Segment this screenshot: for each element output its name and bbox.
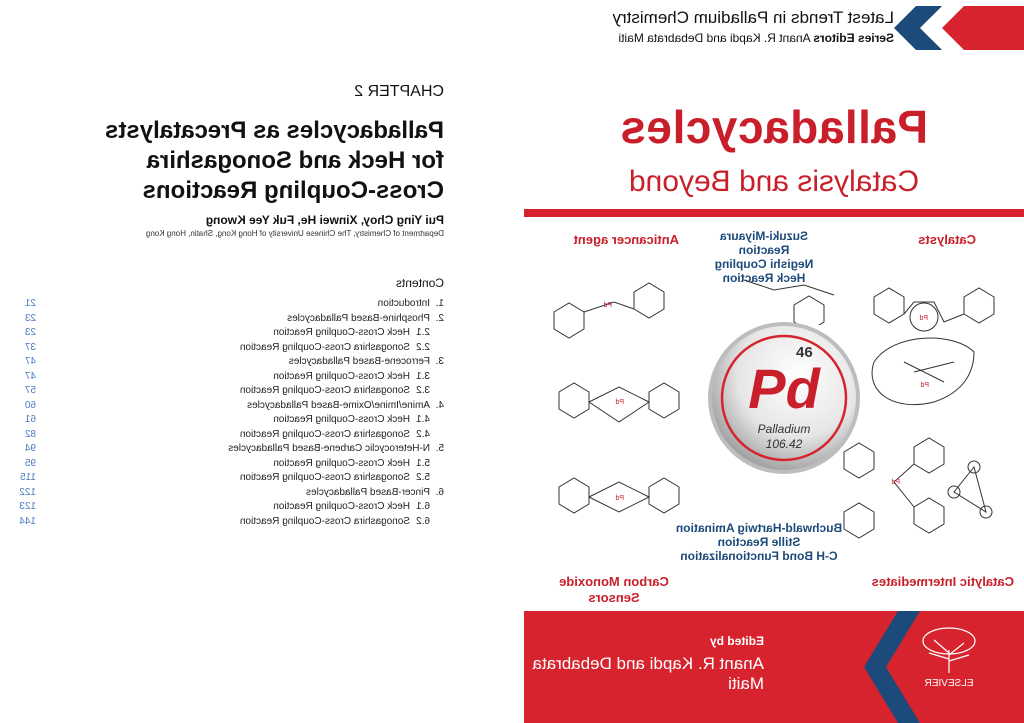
toc-text: Sonogashira Cross-Coupling Reaction [239,428,410,440]
toc-entry[interactable] [14,487,444,502]
atomic-number: 46 [796,344,813,361]
svg-text:Pd: Pd [920,382,929,389]
toc-page: 95 [24,457,36,469]
category-catalysts: Catalysts [918,232,976,247]
toc-entry[interactable] [14,458,444,473]
toc-entry[interactable] [14,385,444,400]
title-rule [524,209,1024,217]
toc-entry[interactable] [14,516,444,531]
series-editors: Anant R. Kapdi and Debabrata Maiti [618,31,811,45]
publisher: ELSEVIER [924,678,974,689]
toc-number: 3. [435,356,444,367]
toc-number: 1. [435,298,444,309]
toc-number: 6. [435,486,444,498]
element-name: Palladium [757,422,811,436]
toc-page: 122 [19,486,36,498]
toc-page: 21 [24,298,36,309]
toc-page: 47 [24,356,36,367]
reactions-bottom [674,521,844,563]
series-chevron-icon [894,6,964,50]
toc-entry[interactable] [14,443,444,458]
toc-page: 60 [24,399,36,411]
category-catalytic-intermediates: Catalytic Intermediates [871,574,1014,589]
chapter-label: CHAPTER 2 [354,83,444,100]
toc-text: Ferrocene-Based Palladacycles [288,356,430,367]
toc-number: 4.2 [416,428,430,440]
toc-number: 3.2 [416,385,430,396]
toc-page: 115 [20,472,36,483]
reaction-ch-functionalization: C-H Bond Functionalization [680,549,838,563]
element-symbol: Pd [748,357,820,420]
contents-heading: Contents [395,276,444,290]
chapter-title-line: Cross-Coupling Reactions [142,177,444,204]
reaction-suzuki: Suzuki-Miyaura Reaction [719,229,809,257]
toc-number: 5. [435,443,444,454]
bottom-chevron-icon [860,611,920,723]
toc-number: 5.2 [416,472,430,483]
toc-page: 144 [19,515,36,527]
svg-text:Pd: Pd [603,302,612,309]
toc-entry[interactable] [14,472,444,487]
chapter-page [0,0,444,723]
toc-text: Heck Cross-Coupling Reaction [273,327,410,338]
elsevier-tree-logo [914,625,984,675]
toc-entry[interactable] [14,327,444,342]
toc-page: 94 [24,443,36,454]
series-editors-label: Series Editors [813,31,894,45]
toc-page: 23 [24,327,36,338]
toc-number: 2.1 [416,327,430,338]
toc-text: Sonogashira Cross-Coupling Reaction [239,515,410,527]
toc-text: Sonogashira Cross-Coupling Reaction [239,341,410,353]
reaction-heck: Heck Reaction [722,271,806,285]
atomic-mass: 106.42 [765,437,803,451]
chapter-title-line: for Heck and Sonogashira [146,147,444,174]
coin-text [704,318,864,478]
toc-page: 57 [24,385,36,396]
author-affiliation: Department of Chemistry, The Chinese University of Hong Kong, Shatin, Hong Kong [145,229,444,238]
toc-text: Sonogashira Cross-Coupling Reaction [239,385,410,396]
reaction-buchwald: Buchwald-Hartwig Amination [675,521,843,535]
series-title: Latest Trends in Palladium Chemistry [612,8,894,27]
toc-text: Sonogashira Cross-Coupling Reaction [239,472,410,483]
palladacycle-structures-right [529,262,694,552]
toc-entry[interactable] [14,371,444,386]
toc-entry[interactable] [14,414,444,429]
toc-text: Amine/Imine/Oxime-Based Palladacycles [247,399,430,411]
book-subtitle: Catalysis and Beyond [628,165,920,198]
toc-entry[interactable] [14,429,444,444]
svg-text:Pd: Pd [891,479,900,486]
svg-text:Pd: Pd [615,495,624,502]
book-editors: Anant R. Kapdi and Debabrata Maiti [532,654,764,693]
toc-entry[interactable] [14,342,444,357]
toc-number: 6.1 [416,501,430,512]
toc-text: Heck Cross-Coupling Reaction [273,370,410,382]
category-co-sensors-text: Carbon Monoxide Sensors [559,574,669,605]
toc-text: Heck Cross-Coupling Reaction [273,501,410,512]
toc-text: Phosphine-Based Palladacycles [287,312,430,324]
toc-page: 123 [19,501,36,512]
toc-entry[interactable] [14,298,444,313]
palladium-coin [704,318,864,478]
toc-page: 82 [24,428,36,440]
series-editors-line [619,31,895,45]
toc-entry[interactable] [14,501,444,516]
toc-entry[interactable] [14,400,444,415]
toc-text: Heck Cross-Coupling Reaction [273,457,410,469]
toc-page: 23 [24,312,36,324]
book-title: Palladacycles [619,101,929,153]
toc-text: Heck Cross-Coupling Reaction [273,414,410,425]
svg-text:Pd: Pd [615,399,624,406]
table-of-contents [14,298,444,530]
toc-page: 61 [24,414,36,425]
category-co-sensors [549,574,679,606]
toc-text: N-Heterocyclic Carbene-Based Palladacycles [228,443,430,454]
toc-number: 2. [435,312,444,324]
reaction-negishi: Negishi Coupling [714,257,814,271]
book-cover [524,0,1024,723]
toc-number: 4.1 [416,414,430,425]
palladacycle-structure-mid [704,265,854,325]
chapter-authors: Pui Ying Choy, Xinwei He, Fuk Yee Kwong [205,213,444,227]
toc-number: 5.1 [416,457,430,469]
toc-text: Pincer-Based Palladacycles [306,486,430,498]
toc-text: Introduction [377,298,430,309]
category-anticancer: Anticancer agent [573,232,679,247]
toc-entry[interactable] [14,356,444,371]
svg-text:Pd: Pd [919,315,928,322]
chapter-title [84,116,444,206]
toc-number: 2.2 [416,341,430,353]
reaction-stille: Stille Reaction [717,535,801,549]
toc-page: 37 [24,341,36,353]
chapter-title-line: Palladacycles as Precatalysts [105,117,444,144]
toc-number: 6.2 [416,515,430,527]
toc-number: 4. [435,399,444,411]
toc-page: 47 [24,370,36,382]
edited-by-label: Edited by [709,634,764,648]
toc-number: 3.1 [416,370,430,382]
toc-entry[interactable] [14,313,444,328]
